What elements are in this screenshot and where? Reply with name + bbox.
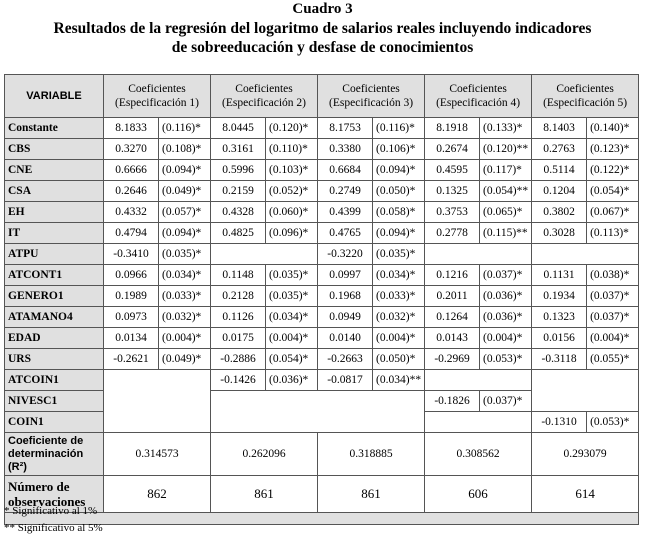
variable-name: CNE (5, 160, 104, 181)
std-error-cell: (0.004)* (587, 328, 639, 349)
std-error-cell: (0.004)* (266, 328, 318, 349)
coefficient-cell: 0.1968 (318, 286, 373, 307)
table-row (5, 307, 639, 328)
std-error-cell: (0.094)* (159, 223, 211, 244)
coefficient-cell: 0.3028 (532, 223, 587, 244)
coefficient-cell: 0.0949 (318, 307, 373, 328)
coefficient-cell: 8.0445 (211, 118, 266, 139)
std-error-cell: (0.122)* (587, 160, 639, 181)
coefficient-cell: -0.1826 (425, 391, 480, 412)
coefficient-cell: -0.1426 (211, 370, 266, 391)
variable-name: CBS (5, 139, 104, 160)
std-error-cell: (0.057)* (159, 202, 211, 223)
coefficient-cell: 0.0134 (104, 328, 159, 349)
r-squared-row-value: 0.262096 (211, 433, 318, 476)
std-error-cell: (0.053)* (480, 349, 532, 370)
table-row (5, 160, 639, 181)
coefficient-cell: 0.4328 (211, 202, 266, 223)
coefficient-cell: 0.1126 (211, 307, 266, 328)
observations-row (5, 476, 639, 513)
std-error-cell: (0.120)* (266, 118, 318, 139)
spec-header-label: Coeficientes (556, 83, 614, 95)
std-error-cell: (0.049)* (159, 181, 211, 202)
coefficient-cell: 0.2749 (318, 181, 373, 202)
table-title-line-1: Resultados de la regresión del logaritmo de salarios reales incluyendo indicadores (53, 20, 592, 37)
std-error-cell: (0.035)* (266, 265, 318, 286)
variable-name: COIN1 (5, 412, 104, 433)
table-row (5, 139, 639, 160)
std-error-cell: (0.053)* (587, 412, 639, 433)
table-title-line-2: de sobreeducación y desfase de conocimientos (171, 39, 474, 56)
table-row (5, 181, 639, 202)
std-error-cell: (0.052)* (266, 181, 318, 202)
std-error-cell: (0.140)* (587, 118, 639, 139)
variable-name: CSA (5, 181, 104, 202)
std-error-cell: (0.034)* (373, 265, 425, 286)
std-error-cell: (0.094)* (159, 160, 211, 181)
coefficient-cell: 0.1323 (532, 307, 587, 328)
std-error-cell: (0.116)* (373, 118, 425, 139)
spec-header-subtitle: (Especificación 5) (543, 97, 628, 109)
table-row (5, 328, 639, 349)
std-error-cell: (0.050)* (373, 181, 425, 202)
variable-name: URS (5, 349, 104, 370)
spec-header-label: Coeficientes (128, 83, 186, 95)
coefficient-cell: 0.3270 (104, 139, 159, 160)
spec-header-5 (532, 75, 639, 118)
std-error-cell: (0.103)* (266, 160, 318, 181)
coefficient-cell: 0.3161 (211, 139, 266, 160)
r-squared-row-value: 0.293079 (532, 433, 639, 476)
variable-header: VARIABLE (5, 75, 104, 118)
std-error-cell: (0.004)* (480, 328, 532, 349)
coefficient-cell: 0.5114 (532, 160, 587, 181)
variable-name: EH (5, 202, 104, 223)
std-error-cell: (0.038)* (587, 265, 639, 286)
spec-header-2 (211, 75, 318, 118)
std-error-cell: (0.032)* (373, 307, 425, 328)
empty-cell (211, 391, 425, 433)
coefficient-cell: 0.3753 (425, 202, 480, 223)
std-error-cell: (0.035)* (373, 244, 425, 265)
coefficient-cell: 0.1264 (425, 307, 480, 328)
empty-cell (104, 370, 211, 433)
observations-row-value: 861 (318, 476, 425, 513)
variable-name: ATPU (5, 244, 104, 265)
coefficient-cell: 0.2646 (104, 181, 159, 202)
std-error-cell: (0.054)* (266, 349, 318, 370)
std-error-cell: (0.033)* (159, 286, 211, 307)
std-error-cell: (0.117)* (480, 160, 532, 181)
coefficient-cell: -0.2663 (318, 349, 373, 370)
r-squared-row-value: 0.318885 (318, 433, 425, 476)
empty-cell (532, 370, 639, 412)
empty-cell (211, 244, 318, 265)
variable-name: Constante (5, 118, 104, 139)
table-row (5, 202, 639, 223)
std-error-cell: (0.096)* (266, 223, 318, 244)
coefficient-cell: -0.2969 (425, 349, 480, 370)
std-error-cell: (0.037)* (480, 391, 532, 412)
table-row (5, 349, 639, 370)
coefficient-cell: 0.0973 (104, 307, 159, 328)
coefficient-cell: 8.1833 (104, 118, 159, 139)
empty-cell (425, 244, 532, 265)
spec-header-subtitle: (Especificación 1) (115, 97, 199, 109)
coefficient-cell: 0.1148 (211, 265, 266, 286)
std-error-cell: (0.067)* (587, 202, 639, 223)
coefficient-cell: 0.4765 (318, 223, 373, 244)
coefficient-cell: 0.6666 (104, 160, 159, 181)
coefficient-cell: 0.1204 (532, 181, 587, 202)
std-error-cell: (0.034)* (266, 307, 318, 328)
coefficient-cell: 0.0156 (532, 328, 587, 349)
coefficient-cell: 0.4794 (104, 223, 159, 244)
std-error-cell: (0.035)* (159, 244, 211, 265)
coefficient-cell: 0.0997 (318, 265, 373, 286)
coefficient-cell: 0.3802 (532, 202, 587, 223)
std-error-cell: (0.113)* (587, 223, 639, 244)
coefficient-cell: 0.0175 (211, 328, 266, 349)
std-error-cell: (0.054)* (587, 181, 639, 202)
coefficient-cell: 0.4595 (425, 160, 480, 181)
variable-name: GENERO1 (5, 286, 104, 307)
variable-name: EDAD (5, 328, 104, 349)
table-row (5, 370, 639, 391)
observations-row-label: Número de observaciones (5, 476, 104, 513)
coefficient-cell: 0.2128 (211, 286, 266, 307)
std-error-cell: (0.123)* (587, 139, 639, 160)
observations-row-value: 861 (211, 476, 318, 513)
footnote-significance-1: * Significativo al 1% (4, 505, 98, 517)
std-error-cell: (0.094)* (373, 160, 425, 181)
spec-header-label: Coeficientes (235, 83, 293, 95)
std-error-cell: (0.106)* (373, 139, 425, 160)
coefficient-cell: 0.0966 (104, 265, 159, 286)
spec-header-3 (318, 75, 425, 118)
std-error-cell: (0.120)** (480, 139, 532, 160)
std-error-cell: (0.036)* (480, 286, 532, 307)
table-row (5, 265, 639, 286)
regression-table (4, 74, 639, 525)
std-error-cell: (0.050)* (373, 349, 425, 370)
table-row (5, 244, 639, 265)
coefficient-cell: -0.0817 (318, 370, 373, 391)
coefficient-cell: 0.1934 (532, 286, 587, 307)
variable-name: ATCOIN1 (5, 370, 104, 391)
coefficient-cell: 0.4332 (104, 202, 159, 223)
coefficient-cell: 0.2763 (532, 139, 587, 160)
coefficient-cell: 0.0143 (425, 328, 480, 349)
std-error-cell: (0.054)** (480, 181, 532, 202)
std-error-cell: (0.037)* (587, 307, 639, 328)
spec-header-subtitle: (Especificación 3) (329, 97, 414, 109)
std-error-cell: (0.032)* (159, 307, 211, 328)
table-row (5, 223, 639, 244)
variable-name: ATCONT1 (5, 265, 104, 286)
std-error-cell: (0.033)* (373, 286, 425, 307)
std-error-cell: (0.115)** (480, 223, 532, 244)
coefficient-cell: 0.4399 (318, 202, 373, 223)
spec-header-subtitle: (Especificación 2) (222, 97, 307, 109)
coefficient-cell: -0.1310 (532, 412, 587, 433)
std-error-cell: (0.037)* (480, 265, 532, 286)
observations-row-value: 614 (532, 476, 639, 513)
r-squared-row (5, 433, 639, 476)
observations-row-value: 862 (104, 476, 211, 513)
spec-header-label: Coeficientes (342, 83, 400, 95)
coefficient-cell: 0.1989 (104, 286, 159, 307)
coefficient-cell: 0.2674 (425, 139, 480, 160)
std-error-cell: (0.065)* (480, 202, 532, 223)
std-error-cell: (0.004)* (159, 328, 211, 349)
coefficient-cell: -0.3220 (318, 244, 373, 265)
coefficient-cell: 0.1131 (532, 265, 587, 286)
empty-cell (425, 412, 532, 433)
coefficient-cell: 0.2778 (425, 223, 480, 244)
coefficient-cell: 0.4825 (211, 223, 266, 244)
spec-header-subtitle: (Especificación 4) (436, 97, 521, 109)
std-error-cell: (0.036)* (480, 307, 532, 328)
std-error-cell: (0.049)* (159, 349, 211, 370)
std-error-cell: (0.034)* (159, 265, 211, 286)
variable-name: ATAMANO4 (5, 307, 104, 328)
std-error-cell: (0.133)* (480, 118, 532, 139)
observations-row-value: 606 (425, 476, 532, 513)
table-header-row (5, 75, 639, 118)
footnote-significance-5: ** Significativo al 5% (4, 522, 103, 534)
std-error-cell: (0.036)* (266, 370, 318, 391)
std-error-cell: (0.035)* (266, 286, 318, 307)
spec-header-1 (104, 75, 211, 118)
coefficient-cell: 8.1918 (425, 118, 480, 139)
variable-name: IT (5, 223, 104, 244)
table-row (5, 286, 639, 307)
coefficient-cell: 0.1325 (425, 181, 480, 202)
std-error-cell: (0.110)* (266, 139, 318, 160)
coefficient-cell: -0.3410 (104, 244, 159, 265)
std-error-cell: (0.094)* (373, 223, 425, 244)
r-squared-row-value: 0.308562 (425, 433, 532, 476)
spec-header-label: Coeficientes (449, 83, 507, 95)
coefficient-cell: 8.1403 (532, 118, 587, 139)
r-squared-row-value: 0.314573 (104, 433, 211, 476)
table-row (5, 118, 639, 139)
coefficient-cell: 0.6684 (318, 160, 373, 181)
coefficient-cell: 0.0140 (318, 328, 373, 349)
std-error-cell: (0.034)** (373, 370, 425, 391)
coefficient-cell: 0.5996 (211, 160, 266, 181)
coefficient-cell: 0.3380 (318, 139, 373, 160)
coefficient-cell: -0.2886 (211, 349, 266, 370)
coefficient-cell: 0.1216 (425, 265, 480, 286)
std-error-cell: (0.058)* (373, 202, 425, 223)
std-error-cell: (0.004)* (373, 328, 425, 349)
std-error-cell: (0.055)* (587, 349, 639, 370)
table-number: Cuadro 3 (292, 1, 353, 17)
coefficient-cell: -0.2621 (104, 349, 159, 370)
empty-cell (425, 370, 532, 391)
empty-cell (532, 244, 639, 265)
std-error-cell: (0.037)* (587, 286, 639, 307)
spec-header-4 (425, 75, 532, 118)
r-squared-row-label: Coeficiente de determinación (R²) (5, 433, 104, 476)
std-error-cell: (0.060)* (266, 202, 318, 223)
std-error-cell: (0.108)* (159, 139, 211, 160)
std-error-cell: (0.116)* (159, 118, 211, 139)
coefficient-cell: 8.1753 (318, 118, 373, 139)
coefficient-cell: 0.2011 (425, 286, 480, 307)
coefficient-cell: 0.2159 (211, 181, 266, 202)
variable-name: NIVESC1 (5, 391, 104, 412)
coefficient-cell: -0.3118 (532, 349, 587, 370)
